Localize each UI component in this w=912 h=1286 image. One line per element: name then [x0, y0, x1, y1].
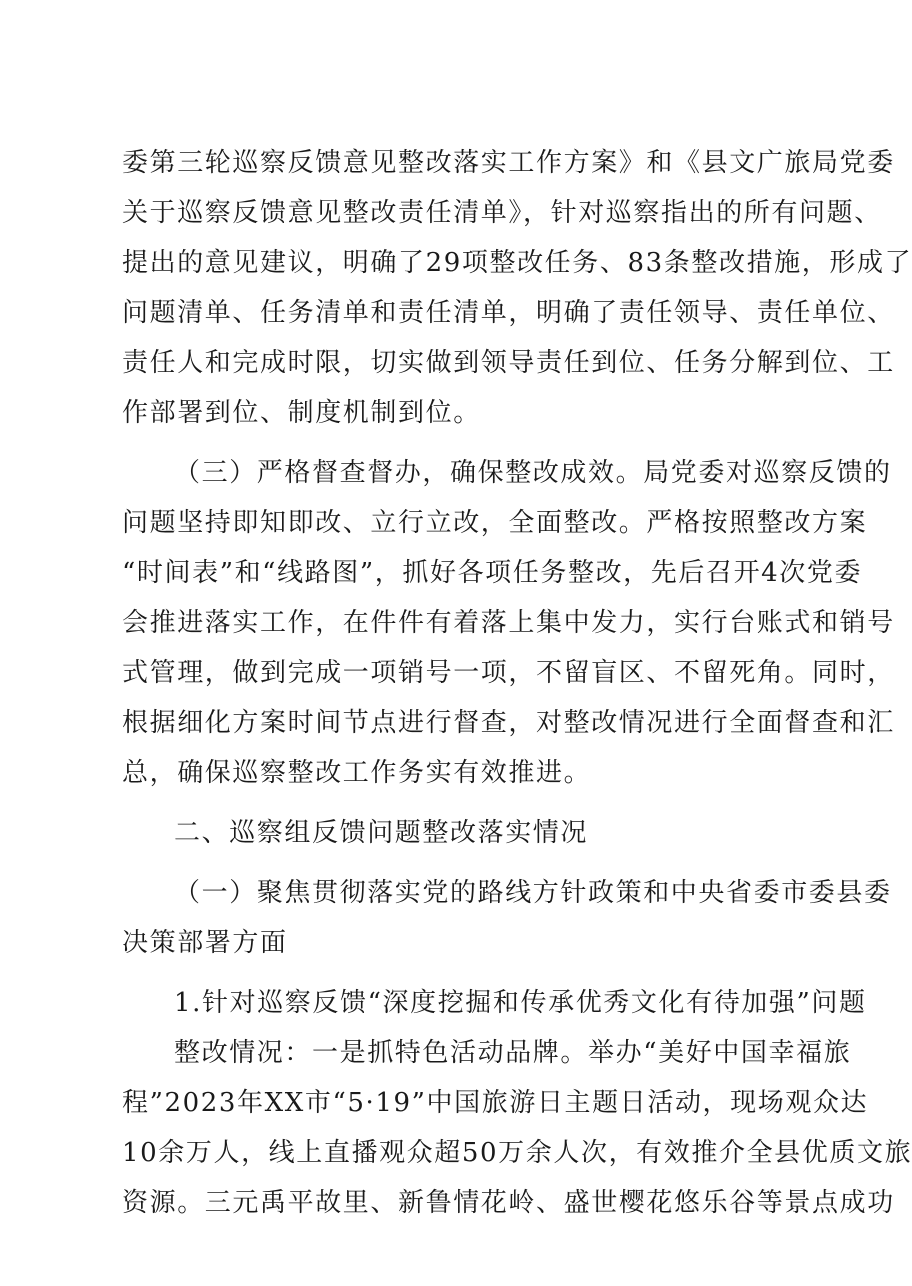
heading-line: 1.针对巡察反馈“深度挖掘和传承优秀文化有待加强”问题: [174, 988, 867, 1018]
text-line: 程”2023年XX市“5·19”中国旅游日主题日活动，现场观众达: [122, 1088, 869, 1118]
heading-line: 决策部署方面: [122, 928, 288, 958]
text-line: 根据细化方案时间节点进行督查，对整改情况进行全面督查和汇: [122, 708, 895, 738]
text-line: 问题坚持即知即改、立行立改，全面整改。严格按照整改方案: [122, 508, 868, 538]
text-line: 提出的意见建议，明确了29项整改任务、83条整改措施，形成了: [122, 248, 912, 278]
text-line: 问题清单、任务清单和责任清单，明确了责任领导、责任单位、: [122, 298, 895, 328]
text-line: “时间表”和“线路图”，抓好各项任务整改，先后召开4次党委: [122, 558, 863, 588]
paragraph-supervision: [122, 448, 895, 798]
text-line: 资源。三元禹平故里、新鲁情花岭、盛世樱花悠乐谷等景点成功: [122, 1188, 895, 1218]
text-line: 式管理，做到完成一项销号一项，不留盲区、不留死角。同时，: [122, 658, 895, 688]
subsection-heading-1: [122, 868, 892, 968]
heading-line: （一）聚焦贯彻落实党的路线方针政策和中央省委市委县委: [174, 878, 892, 908]
text-line: 整改情况：一是抓特色活动品牌。举办“美好中国幸福旅: [174, 1038, 852, 1068]
paragraph-plan-summary: [122, 138, 912, 438]
text-line: （三）严格督查督办，确保整改成效。局党委对巡察反馈的: [174, 458, 892, 488]
text-line: 作部署到位、制度机制到位。: [122, 398, 481, 428]
paragraph-rectification: [122, 1028, 912, 1228]
section-heading-2: [122, 808, 806, 858]
text-line: 关于巡察反馈意见整改责任清单》，针对巡察指出的所有问题、: [122, 198, 882, 228]
text-line: 会推进落实工作，在件件有着落上集中发力，实行台账式和销号: [122, 608, 895, 638]
text-line: 10余万人，线上直播观众超50万余人次，有效推介全县优质文旅: [122, 1138, 912, 1168]
item-heading-1: [122, 978, 867, 1028]
text-line: 委第三轮巡察反馈意见整改落实工作方案》和《县文广旅局党委: [122, 148, 895, 178]
text-line: 责任人和完成时限，切实做到领导责任到位、任务分解到位、工: [122, 348, 895, 378]
text-line: 总，确保巡察整改工作务实有效推进。: [122, 758, 592, 788]
document-body: [122, 138, 912, 1228]
heading-line: 二、巡察组反馈问题整改落实情况: [174, 818, 589, 848]
